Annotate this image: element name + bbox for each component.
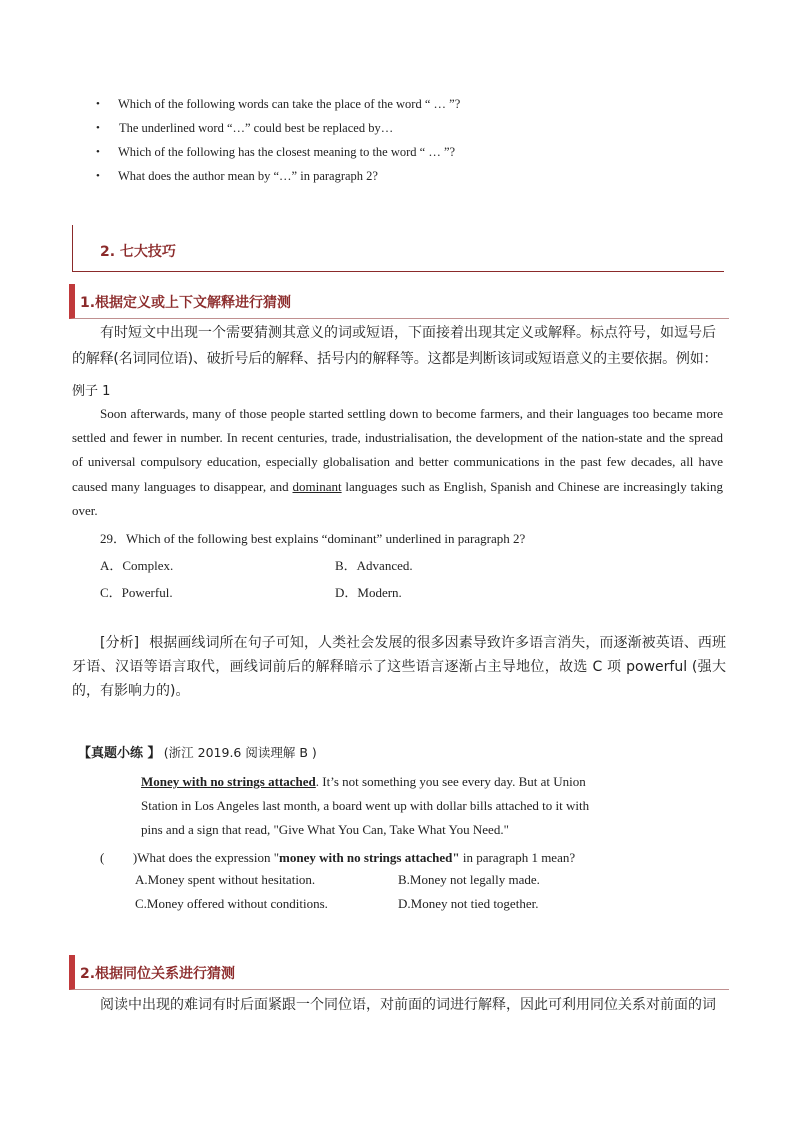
passage-text: Station in Los Angeles last month, a board went up with dollar bills attached to it with — [141, 798, 590, 814]
section-title: 2. 七大技巧 — [100, 244, 176, 260]
option-c: C．Powerful. — [100, 585, 173, 600]
practice-option-c: C.Money offered without conditions. — [135, 896, 328, 911]
analysis — [72, 631, 726, 703]
passage-text: Soon afterwards, many of those people started settling down to become farmers, and their languages too became more settled and fewer in number. In recent centuries, trade, industrialisation, the development of the nation-state and the spread of universal compulsory education, especially globalisation and better communications in the past few decades, all have caused many languages to disappear, and — [72, 406, 723, 494]
list-item — [96, 118, 736, 142]
section-heading — [72, 225, 724, 272]
answer-blank[interactable]: ( ) — [100, 850, 138, 865]
list-item — [96, 94, 736, 118]
practice-passage — [141, 770, 641, 843]
tip-2-title: 2.根据同位关系进行猜测 — [80, 966, 236, 982]
practice-question — [100, 847, 575, 866]
list-item — [96, 166, 736, 190]
tip-1-heading — [69, 284, 729, 319]
question-key-phrase: money with no strings attached" — [279, 850, 460, 865]
practice-source: (浙江 2019.6 阅读理解 B ) — [163, 745, 317, 760]
intro-line: 的解释(名词同位语)、破折号后的解释、括号内的解释等。这都是判断该词或短语意义的主要依据。例如： — [72, 351, 718, 367]
option-d: D．Modern. — [335, 585, 402, 600]
underlined-word: dominant — [292, 478, 342, 494]
question-text: What does the expression " — [137, 850, 280, 865]
list-item-text: Which of the following has the closest meaning to the word “ … ”? — [118, 145, 456, 159]
passage-text: languages such as English, Spanish and Chinese are increasingly taking over. — [72, 478, 723, 518]
practice-label: 【真题小练 】 — [78, 746, 161, 761]
tip-2-intro: 阅读中出现的难词有时后面紧跟一个同位语，对前面的词进行解释，因此可利用同位关系对前面的词 — [100, 997, 716, 1013]
practice-option-b: B.Money not legally made. — [398, 872, 540, 887]
intro-line: 有时短文中出现一个需要猜测其意义的词或短语，下面接着出现其定义或解释。标点符号，如逗号后 — [100, 325, 716, 341]
question-stem-list — [96, 94, 736, 190]
option-a: A．Complex. — [100, 558, 174, 573]
practice-option-d: D.Money not tied together. — [398, 896, 539, 911]
tip-1-title: 1.根据定义或上下文解释进行猜测 — [80, 295, 292, 311]
question-29: 29．Which of the following best explains “dominant” underlined in paragraph 2? — [100, 531, 526, 546]
bullet-icon: • — [96, 98, 100, 110]
tip-1-intro — [72, 321, 732, 371]
list-item-text: The underlined word “…” could best be replaced by… — [119, 121, 394, 135]
option-b: B．Advanced. — [335, 558, 413, 573]
tip-2-heading — [69, 955, 729, 990]
bullet-icon: • — [96, 146, 100, 158]
passage-text: pins and a sign that read, "Give What You Can, Take What You Need." — [141, 822, 509, 838]
example-label: 例子 1 — [72, 384, 111, 399]
practice-header — [78, 742, 317, 761]
example-passage — [72, 402, 723, 523]
analysis-text: 根据画线词所在句子可知，人类社会发展的很多因素导致许多语言消失，而逐渐被英语、西班牙语、汉语等语言取代，画线词前后的解释暗示了这些语言逐渐占主导地位，故选 C 项 powerful (强大的，有影响力的)。 — [72, 635, 726, 699]
list-item — [96, 142, 736, 166]
key-phrase: Money with no strings attached — [141, 774, 316, 789]
bullet-icon: • — [96, 122, 100, 134]
list-item-text: What does the author mean by “…” in paragraph 2? — [118, 169, 378, 183]
analysis-label: [分析] — [100, 635, 140, 651]
question-text: in paragraph 1 mean? — [459, 850, 576, 865]
practice-option-a: A.Money spent without hesitation. — [135, 872, 316, 887]
list-item-text: Which of the following words can take the place of the word “ … ”? — [118, 97, 461, 111]
bullet-icon: • — [96, 170, 100, 182]
passage-text: . It’s not something you see every day. But at Union — [315, 774, 586, 789]
